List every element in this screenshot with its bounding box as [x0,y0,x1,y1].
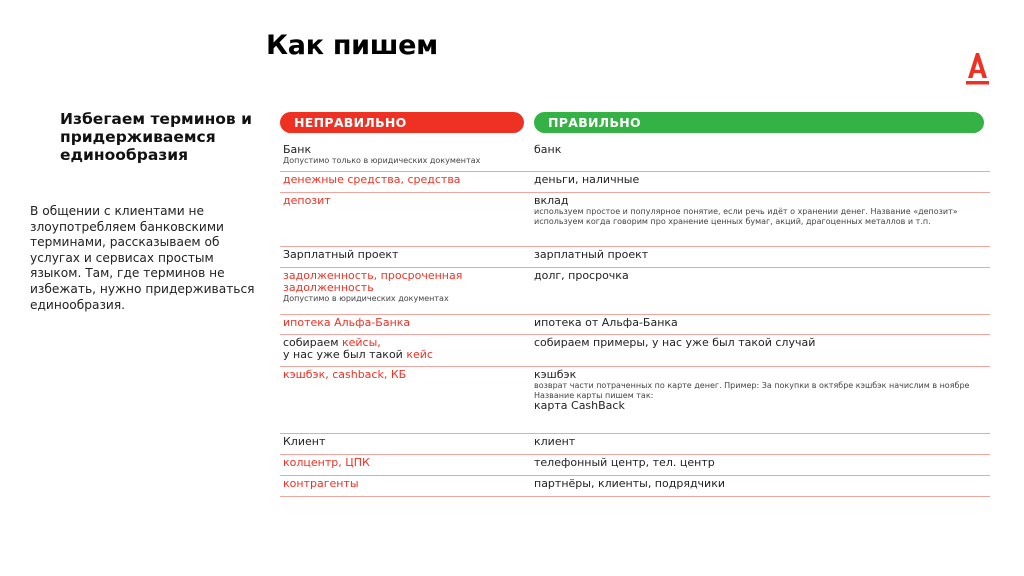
wrong-cell [280,369,534,433]
wrong-cell [280,144,534,171]
table-row [280,142,990,172]
table-row [280,172,990,193]
wrong-term: колцентр, ЦПК [283,456,370,469]
wrong-term: депозит [283,194,331,207]
right-term: партнёры, клиенты, подрядчики [534,477,725,490]
wrong-cell [280,195,534,246]
wrong-cell [280,249,534,267]
right-cell [534,478,990,496]
right-note: возврат части потраченных по карте денег. Пример: За покупки в октябре кэшбэк начислим в ноябре Название карты пишем так: [534,381,970,400]
terms-table [280,142,990,497]
right-term: банк [534,143,562,156]
wrong-note: Допустимо в юридических документах [283,294,449,303]
wrong-term: контрагенты [283,477,359,490]
table-row [280,434,990,455]
right-cell [534,369,990,433]
right-term: клиент [534,435,576,448]
section-description: В общении с клиентами не злоупотребляем банковскими терминами, рассказываем об услугах и сервисах простым языком. Там, где терминов не избежать, нужно придерживаться единообразия. [30,204,255,312]
wrong-term: денежные средства, средства [283,173,461,186]
table-row [280,367,990,434]
wrong-term: Клиент [283,435,326,448]
wrong-term-plain: у нас уже был такой [283,348,407,361]
wrong-term: Банк [283,143,312,156]
right-term: вклад [534,194,569,207]
wrong-term: Зарплатный проект [283,248,399,261]
table-row [280,247,990,268]
wrong-term: задолженность, просроченная задолженность [283,269,463,294]
page-title: Как пишем [266,30,438,61]
right-cell [534,436,990,454]
right-term: долг, просрочка [534,269,629,282]
table-row [280,315,990,335]
table-row [280,476,990,497]
right-cell [534,195,990,246]
alfa-bank-logo-icon [962,48,992,88]
wrong-cell [280,457,534,475]
right-cell [534,270,990,314]
wrong-term-highlight: кейс [406,348,433,361]
section-subtitle: Избегаем терминов и придерживаемся единообразия [60,110,252,164]
table-row [280,455,990,476]
right-cell [534,174,990,192]
right-extra: карта CashBack [534,399,625,412]
wrong-cell [280,270,534,314]
header-wrong: НЕПРАВИЛЬНО [280,112,524,133]
table-row [280,335,990,367]
right-term: телефонный центр, тел. центр [534,456,715,469]
right-note: используем простое и популярное понятие, если речь идёт о хранении денег. Название «депозит» используем когда говорим про хранение ценных бумаг, акций, драгоценных металлов и т.п. [534,207,958,226]
wrong-cell [280,337,534,366]
right-cell [534,144,990,171]
wrong-term-highlight: кейсы, [342,336,381,349]
wrong-term-plain: собираем [283,336,342,349]
right-cell [534,337,990,366]
right-term: деньги, наличные [534,173,640,186]
right-cell [534,457,990,475]
right-term: ипотека от Альфа-Банка [534,316,678,329]
header-right: ПРАВИЛЬНО [534,112,984,133]
wrong-term: ипотека Альфа-Банка [283,316,411,329]
right-cell [534,317,990,334]
wrong-term: кэшбэк, cashback, КБ [283,368,407,381]
wrong-note: Допустимо только в юридических документах [283,156,481,165]
table-row [280,193,990,247]
right-term: собираем примеры, у нас уже был такой случай [534,336,816,349]
right-cell [534,249,990,267]
wrong-cell [280,317,534,334]
wrong-cell [280,174,534,192]
wrong-cell [280,436,534,454]
right-term: кэшбэк [534,368,577,381]
right-term: зарплатный проект [534,248,649,261]
table-row [280,268,990,315]
wrong-cell [280,478,534,496]
